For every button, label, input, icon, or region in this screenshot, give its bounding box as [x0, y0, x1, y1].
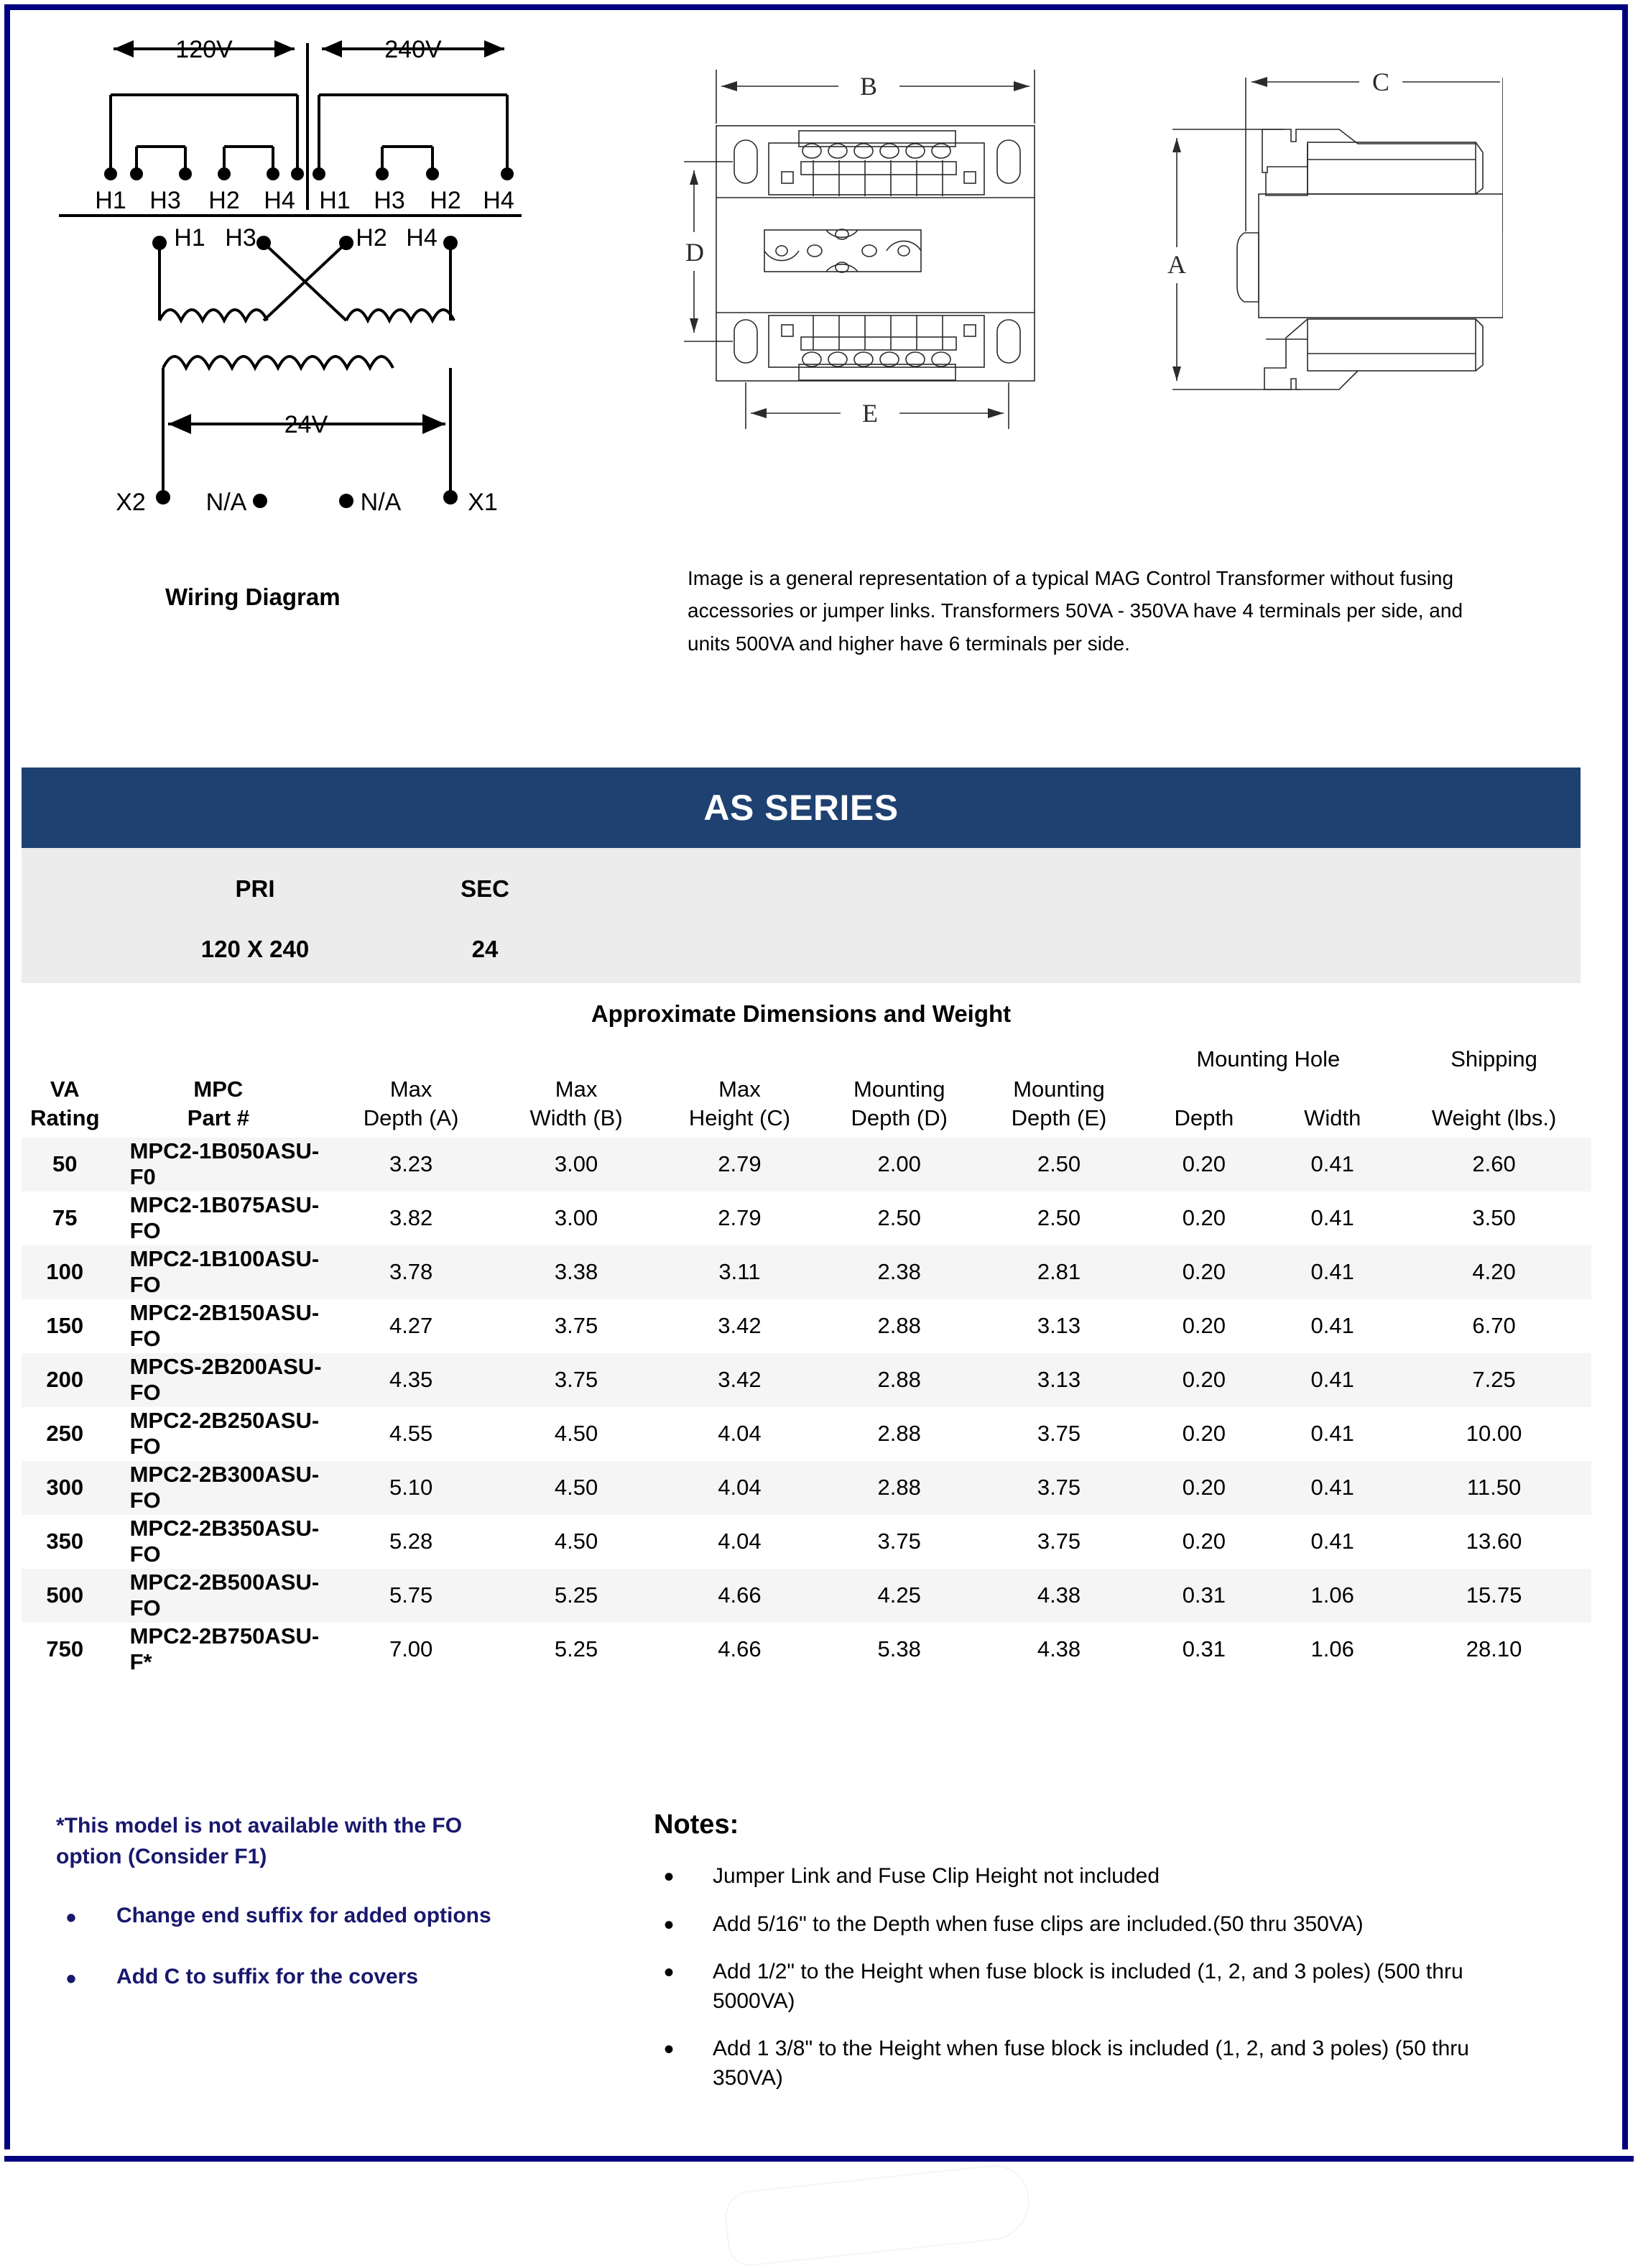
table-cell: 0.20: [1139, 1138, 1268, 1191]
col-header-mounting-depth-e: Mounting Depth (E): [1011, 1077, 1107, 1131]
table-cell: 2.88: [820, 1353, 978, 1407]
table-cell: 4.38: [1037, 1636, 1081, 1662]
table-cell: 11.50: [1397, 1461, 1591, 1515]
terminal-dots: [104, 167, 514, 508]
list-item: • Jumper Link and Fuse Clip Height not included: [654, 1862, 1530, 1891]
table-cell: MPCS-2B200ASU-FO: [108, 1353, 329, 1407]
table-cell: 4.66: [659, 1569, 820, 1623]
table-cell: 13.60: [1466, 1529, 1522, 1554]
table-cell: 2.50: [877, 1205, 921, 1231]
notes-title: Notes:: [654, 1810, 739, 1840]
table-cell: 4.25: [820, 1569, 978, 1623]
table-cell: 150: [46, 1313, 84, 1339]
page-bottom-rule: [4, 2156, 1634, 2162]
pri-value: 120 X 240: [200, 936, 310, 962]
transformer-front-view: [684, 55, 1043, 558]
table-cell: 1.06: [1268, 1569, 1397, 1623]
table-cell: 750: [46, 1636, 84, 1662]
group-spacer: [22, 1046, 1139, 1075]
table-row: [22, 1569, 1591, 1623]
table-cell: 28.10: [1466, 1636, 1522, 1662]
col-header-part-number: MPC Part #: [187, 1077, 249, 1131]
table-cell: MPC2-2B150ASU-FO: [129, 1300, 320, 1352]
table-cell: 2.88: [877, 1421, 921, 1447]
voltage-summary-block: [22, 848, 1581, 983]
table-cell: 10.00: [1466, 1421, 1522, 1447]
table-cell: 2.50: [978, 1138, 1140, 1191]
secondary-terminal-na-right: N/A: [360, 489, 402, 516]
table-cell: 200: [22, 1353, 108, 1407]
table-row: [22, 1138, 1591, 1191]
table-cell: 4.55: [389, 1421, 433, 1447]
terminal-right-h4: H4: [483, 187, 514, 214]
left-notes-block: [56, 1811, 530, 2022]
list-item: • Change end suffix for added options: [56, 1901, 530, 1932]
table-cell: 0.31: [1182, 1636, 1226, 1662]
front-view-svg: [684, 55, 1043, 558]
table-cell: 3.75: [877, 1529, 921, 1554]
table-cell: 3.78: [328, 1245, 494, 1299]
table-row: [22, 1461, 1591, 1515]
col-header-hole-width: Width: [1304, 1105, 1361, 1131]
table-cell: 2.88: [820, 1461, 978, 1515]
table-cell: 5.25: [554, 1636, 598, 1662]
table-row: [22, 1299, 1591, 1353]
table-cell: 4.50: [554, 1421, 598, 1447]
table-cell: 0.20: [1182, 1205, 1226, 1231]
table-cell: 3.00: [554, 1205, 598, 1231]
graphics-band: [16, 16, 1608, 742]
table-cell: 4.04: [718, 1421, 762, 1447]
table-cell: 3.75: [978, 1461, 1140, 1515]
col-header-shipping-weight: Weight (lbs.): [1431, 1105, 1557, 1131]
table-cell: 15.75: [1397, 1569, 1591, 1623]
table-cell: 4.27: [389, 1313, 433, 1339]
table-cell: 4.04: [718, 1529, 762, 1554]
coil-label-h1: H1: [174, 224, 205, 252]
pri-header: PRI: [235, 875, 275, 902]
terminal-left-h3: H3: [149, 187, 181, 214]
table-cell: 4.04: [659, 1461, 820, 1515]
sec-value: 24: [471, 936, 499, 962]
col-header-max-depth-a: Max Depth (A): [363, 1077, 459, 1131]
table-cell: 3.38: [494, 1245, 659, 1299]
table-cell: 0.20: [1182, 1313, 1226, 1339]
table-body: [22, 1138, 1591, 1677]
left-notes-list: [56, 1901, 530, 1992]
terminal-left-h1: H1: [95, 187, 126, 214]
dimension-label-c: C: [1371, 68, 1390, 96]
table-head: [22, 1046, 1591, 1138]
table-cell: 2.81: [978, 1245, 1140, 1299]
label-120v: 120V: [175, 36, 233, 63]
dimensions-table: [22, 1046, 1591, 1677]
col-header-mounting-depth-d: Mounting Depth (D): [851, 1077, 948, 1131]
table-cell: 0.20: [1182, 1421, 1226, 1447]
terminal-left-h2: H2: [208, 187, 240, 214]
table-row: [22, 1191, 1591, 1245]
table-cell: 5.38: [877, 1636, 921, 1662]
table-cell: MPC2-1B100ASU-FO: [108, 1245, 329, 1299]
table-cell: 0.20: [1139, 1245, 1268, 1299]
table-cell: 3.00: [494, 1138, 659, 1191]
dimension-label-a: A: [1167, 250, 1186, 279]
table-cell: 5.25: [494, 1569, 659, 1623]
table-cell: 2.00: [820, 1138, 978, 1191]
group-header-shipping: Shipping: [1450, 1046, 1537, 1071]
list-item: • Add 1/2" to the Height when fuse block is included (1, 2, and 3 poles) (500 thru 5000VA): [654, 1958, 1530, 2016]
table-cell: 350: [46, 1529, 84, 1554]
wiring-diagram: [45, 30, 533, 610]
table-cell: 6.70: [1472, 1313, 1516, 1339]
col-header-max-width-b: Max Width (B): [529, 1077, 623, 1131]
table-cell: 7.25: [1397, 1353, 1591, 1407]
table-row: [22, 1245, 1591, 1299]
table-cell: MPC2-1B075ASU-FO: [129, 1192, 320, 1244]
table-cell: 4.35: [328, 1353, 494, 1407]
label-24v: 24V: [284, 411, 328, 438]
table-cell: 0.20: [1139, 1353, 1268, 1407]
terminal-right-h3: H3: [374, 187, 405, 214]
coil-label-h4: H4: [406, 224, 438, 252]
table-cell: 3.75: [1037, 1529, 1081, 1554]
table-cell: 0.41: [1310, 1313, 1354, 1339]
table-cell: 1.06: [1310, 1636, 1354, 1662]
table-cell: 2.88: [877, 1313, 921, 1339]
coil-label-h3: H3: [225, 224, 256, 252]
table-cell: 0.20: [1139, 1461, 1268, 1515]
table-cell: 0.31: [1139, 1569, 1268, 1623]
table-cell: 3.75: [554, 1313, 598, 1339]
transformer-side-view: [1144, 52, 1503, 548]
table-cell: 3.82: [389, 1205, 433, 1231]
secondary-terminal-x2: X2: [116, 489, 146, 516]
table-cell: 5.10: [328, 1461, 494, 1515]
table-cell: 3.11: [659, 1245, 820, 1299]
table-cell: 3.13: [978, 1353, 1140, 1407]
background-watermark: [723, 2162, 1034, 2268]
table-cell: MPC2-2B250ASU-FO: [129, 1408, 320, 1460]
table-cell: 4.38: [978, 1569, 1140, 1623]
table-cell: 0.41: [1310, 1529, 1354, 1554]
list-item: • Add C to suffix for the covers: [56, 1962, 530, 1993]
table-cell: MPC2-2B300ASU-FO: [108, 1461, 329, 1515]
table-cell: 75: [52, 1205, 78, 1231]
secondary-terminal-x1: X1: [468, 489, 498, 516]
table-cell: 0.41: [1268, 1353, 1397, 1407]
table-cell: 7.00: [389, 1636, 433, 1662]
table-cell: 0.41: [1268, 1245, 1397, 1299]
dimension-label-b: B: [859, 72, 878, 101]
table-cell: MPC2-1B050ASU-F0: [108, 1138, 329, 1191]
table-group-header-row: [22, 1046, 1591, 1075]
secondary-terminal-na-left: N/A: [205, 489, 247, 516]
table-cell: 4.50: [494, 1461, 659, 1515]
table-cell: 3.75: [494, 1353, 659, 1407]
terminal-right-h2: H2: [430, 187, 461, 214]
table-cell: 3.75: [1037, 1421, 1081, 1447]
table-row: [22, 1353, 1591, 1407]
table-cell: 3.23: [328, 1138, 494, 1191]
table-header-row: [22, 1075, 1591, 1138]
table-cell: 2.60: [1397, 1138, 1591, 1191]
table-cell: 0.41: [1268, 1461, 1397, 1515]
series-title: AS SERIES: [703, 788, 899, 828]
table-cell: 250: [46, 1421, 84, 1447]
terminal-left-h4: H4: [264, 187, 295, 214]
star-note: *This model is not available with the FO option (Consider F1): [56, 1814, 463, 1868]
table-cell: 500: [22, 1569, 108, 1623]
table-cell: 5.28: [389, 1529, 433, 1554]
table-caption: Approximate Dimensions and Weight: [591, 1000, 1012, 1027]
col-header-va-rating: VA Rating: [30, 1077, 100, 1131]
table-cell: 300: [22, 1461, 108, 1515]
table-cell: 2.38: [820, 1245, 978, 1299]
wiring-diagram-caption: Wiring Diagram: [165, 584, 341, 610]
table-cell: 2.79: [659, 1138, 820, 1191]
table-cell: 4.66: [718, 1636, 762, 1662]
right-notes-block: [654, 1810, 1530, 2111]
table-cell: MPC2-2B500ASU-FO: [108, 1569, 329, 1623]
dimension-label-e: E: [862, 399, 878, 428]
list-item: • Add 5/16" to the Depth when fuse clips are included.(50 thru 350VA): [654, 1910, 1530, 1940]
group-header-mounting-hole: Mounting Hole: [1196, 1046, 1341, 1071]
list-item: • Add 1 3/8" to the Height when fuse block is included (1, 2, and 3 poles) (50 thru 350VA): [654, 2034, 1530, 2093]
side-view-svg: [1144, 52, 1503, 548]
table-cell: 0.41: [1268, 1138, 1397, 1191]
terminal-right-h1: H1: [319, 187, 351, 214]
table-cell: 100: [22, 1245, 108, 1299]
general-representation-note: Image is a general representation of a typical MAG Control Transformer without fusing accessories or jumper links. Transformers 50VA - 350VA have 4 terminals per side, and units 500VA and higher have 6 terminals per side.: [688, 567, 1463, 655]
table-cell: 0.41: [1310, 1421, 1354, 1447]
table-cell: 50: [22, 1138, 108, 1191]
table-cell: 2.50: [1037, 1205, 1081, 1231]
coil-label-h2: H2: [356, 224, 387, 252]
table-cell: 0.20: [1182, 1529, 1226, 1554]
table-cell: MPC2-2B750ASU-F*: [129, 1623, 320, 1675]
sec-header: SEC: [461, 875, 509, 902]
table-cell: 3.13: [1037, 1313, 1081, 1339]
table-cell: 0.41: [1310, 1205, 1354, 1231]
table-cell: 2.79: [718, 1205, 762, 1231]
table-cell: 3.42: [659, 1353, 820, 1407]
table-cell: 3.42: [718, 1313, 762, 1339]
label-240v: 240V: [384, 36, 442, 63]
notes-list: [654, 1862, 1530, 2093]
table-cell: 4.20: [1397, 1245, 1591, 1299]
table-row: [22, 1515, 1591, 1569]
table-cell: MPC2-2B350ASU-FO: [129, 1516, 320, 1567]
series-banner: [22, 767, 1581, 848]
col-header-max-height-c: Max Height (C): [688, 1077, 791, 1131]
dimension-label-d: D: [685, 238, 704, 267]
table-cell: 3.50: [1472, 1205, 1516, 1231]
table-cell: 4.50: [554, 1529, 598, 1554]
table-row: [22, 1623, 1591, 1677]
table-row: [22, 1407, 1591, 1461]
wiring-diagram-svg: [45, 30, 533, 598]
table-cell: 5.75: [328, 1569, 494, 1623]
col-header-hole-depth: Depth: [1174, 1105, 1234, 1131]
